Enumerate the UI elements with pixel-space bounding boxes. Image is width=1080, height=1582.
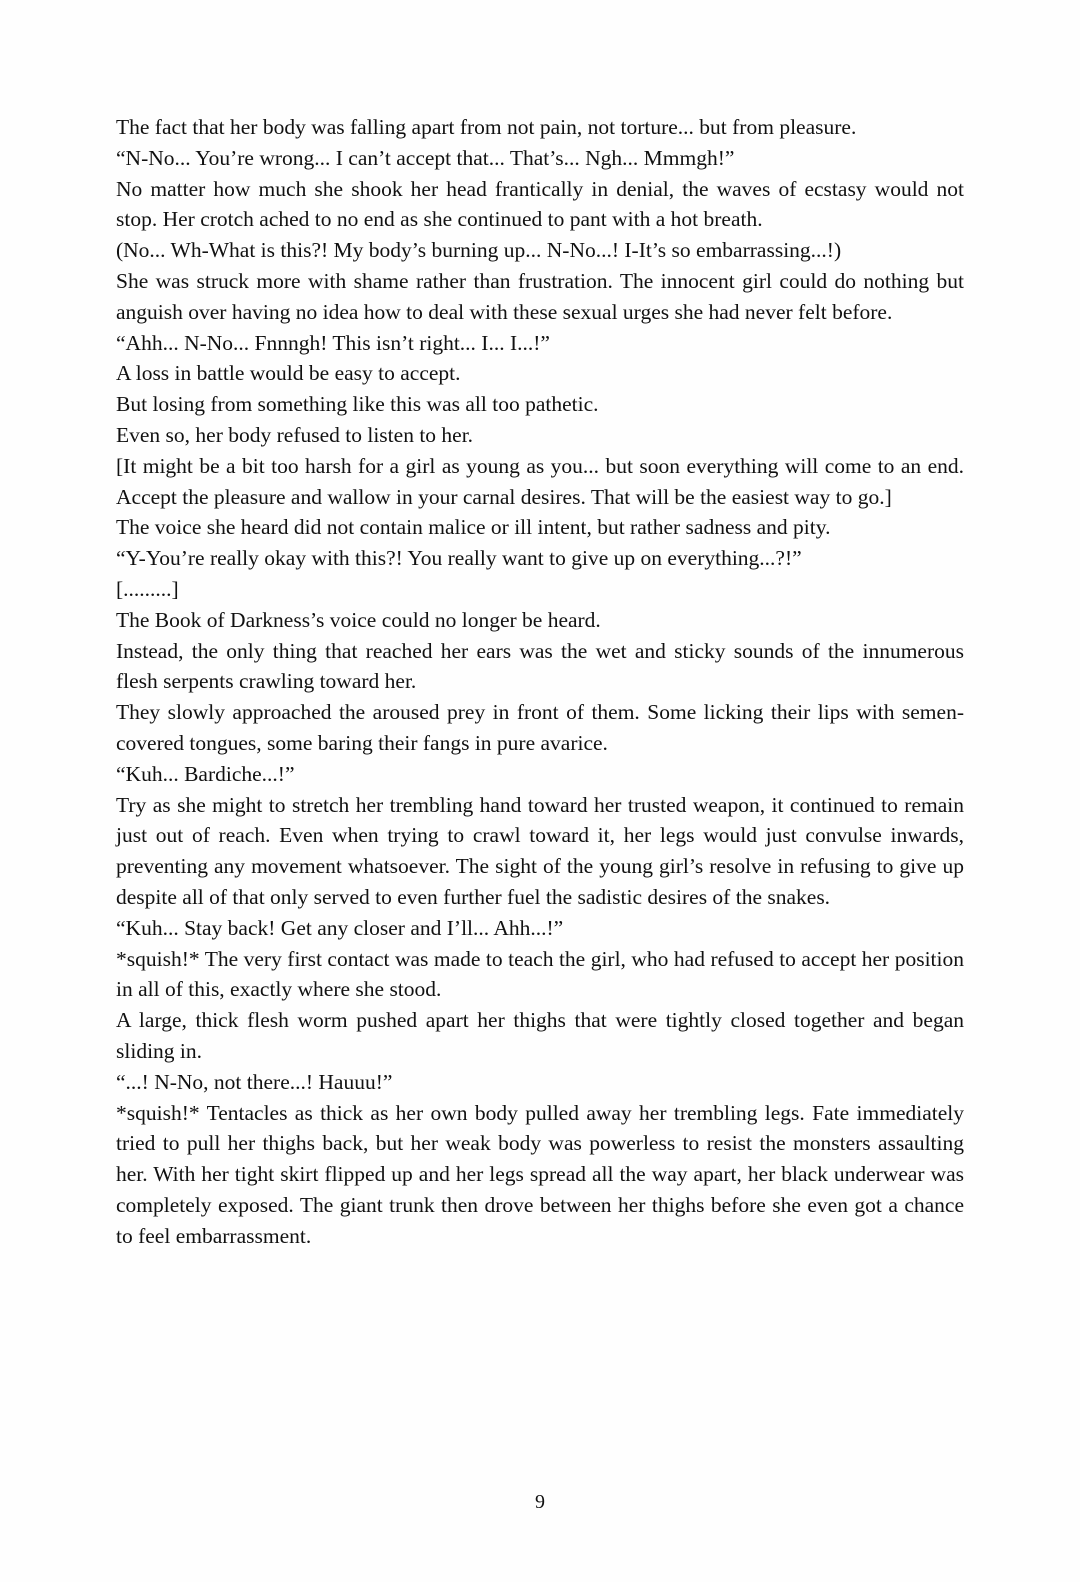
paragraph: (No... Wh-What is this?! My body’s burning up... N-No...! I-It’s so embarrassing...!) bbox=[116, 238, 842, 263]
paragraph: The Book of Darkness’s voice could no longer be heard. bbox=[116, 607, 601, 632]
paragraph: Try as she might to stretch her trembling hand toward her trusted weapon, it continued to remain just out of reach. Even when trying to crawl toward it, her legs would just convulse inwards, preventing any movement whatsoever. The sight of the young girl’s resolve in refusing to give up despite all of that only served to even further fuel the sadistic desires of the snakes. bbox=[116, 792, 964, 909]
paragraph: She was struck more with shame rather than frustration. The innocent girl could do nothing but anguish over having no idea how to deal with these sexual urges she had never felt before. bbox=[116, 268, 964, 324]
paragraph: Even so, her body refused to listen to her. bbox=[116, 422, 474, 447]
paragraph: “Ahh... N-No... Fnnngh! This isn’t right... I... I...!” bbox=[116, 330, 550, 355]
paragraph: [.........] bbox=[116, 576, 179, 601]
paragraph: A loss in battle would be easy to accept. bbox=[116, 361, 461, 386]
paragraph: A large, thick flesh worm pushed apart her thighs that were tightly closed together and began sliding in. bbox=[116, 1008, 964, 1063]
paragraph: Instead, the only thing that reached her ears was the wet and sticky sounds of the innumerous flesh serpents crawling toward her. bbox=[116, 638, 964, 694]
paragraph: “N-No... You’re wrong... I can’t accept that... That’s... Ngh... Mmmgh!” bbox=[116, 145, 735, 170]
paragraph: “Kuh... Bardiche...!” bbox=[116, 761, 295, 786]
paragraph: [It might be a bit too harsh for a girl as young as you... but soon everything will come to an end. Accept the pleasure and wallow in your carnal desires. That will be the easiest way to go.] bbox=[116, 453, 964, 509]
paragraph: *squish!* The very first contact was made to teach the girl, who had refused to accept her position in all of this, exactly where she stood. bbox=[116, 946, 964, 1002]
paragraph: No matter how much she shook her head frantically in denial, the waves of ecstasy would not stop. Her crotch ached to no end as she continued to pant with a hot breath. bbox=[116, 176, 964, 232]
paragraph: “Kuh... Stay back! Get any closer and I’ll... Ahh...!” bbox=[116, 915, 564, 940]
paragraph: They slowly approached the aroused prey in front of them. Some licking their lips with semen-covered tongues, some baring their fangs in pure avarice. bbox=[116, 700, 964, 755]
paragraph: The fact that her body was falling apart from not pain, not torture... but from pleasure. bbox=[116, 115, 857, 139]
paragraph: But losing from something like this was all too pathetic. bbox=[116, 392, 599, 417]
page-body-text bbox=[116, 112, 964, 1251]
paragraph: The voice she heard did not contain malice or ill intent, but rather sadness and pity. bbox=[116, 515, 831, 540]
page-number: 9 bbox=[535, 1491, 545, 1513]
paragraph: *squish!* Tentacles as thick as her own body pulled away her trembling legs. Fate immediately tried to pull her thighs back, but her weak body was powerless to resist the monsters assaulting her. With her tight skirt flipped up and her legs spread all the way apart, her black underwear was completely exposed. The giant trunk then drove between her thighs before she even got a chance to feel embarrassment. bbox=[116, 1100, 964, 1248]
paragraph: “Y-You’re really okay with this?! You really want to give up on everything...?!” bbox=[116, 546, 802, 571]
paragraph: “...! N-No, not there...! Hauuu!” bbox=[116, 1069, 393, 1094]
